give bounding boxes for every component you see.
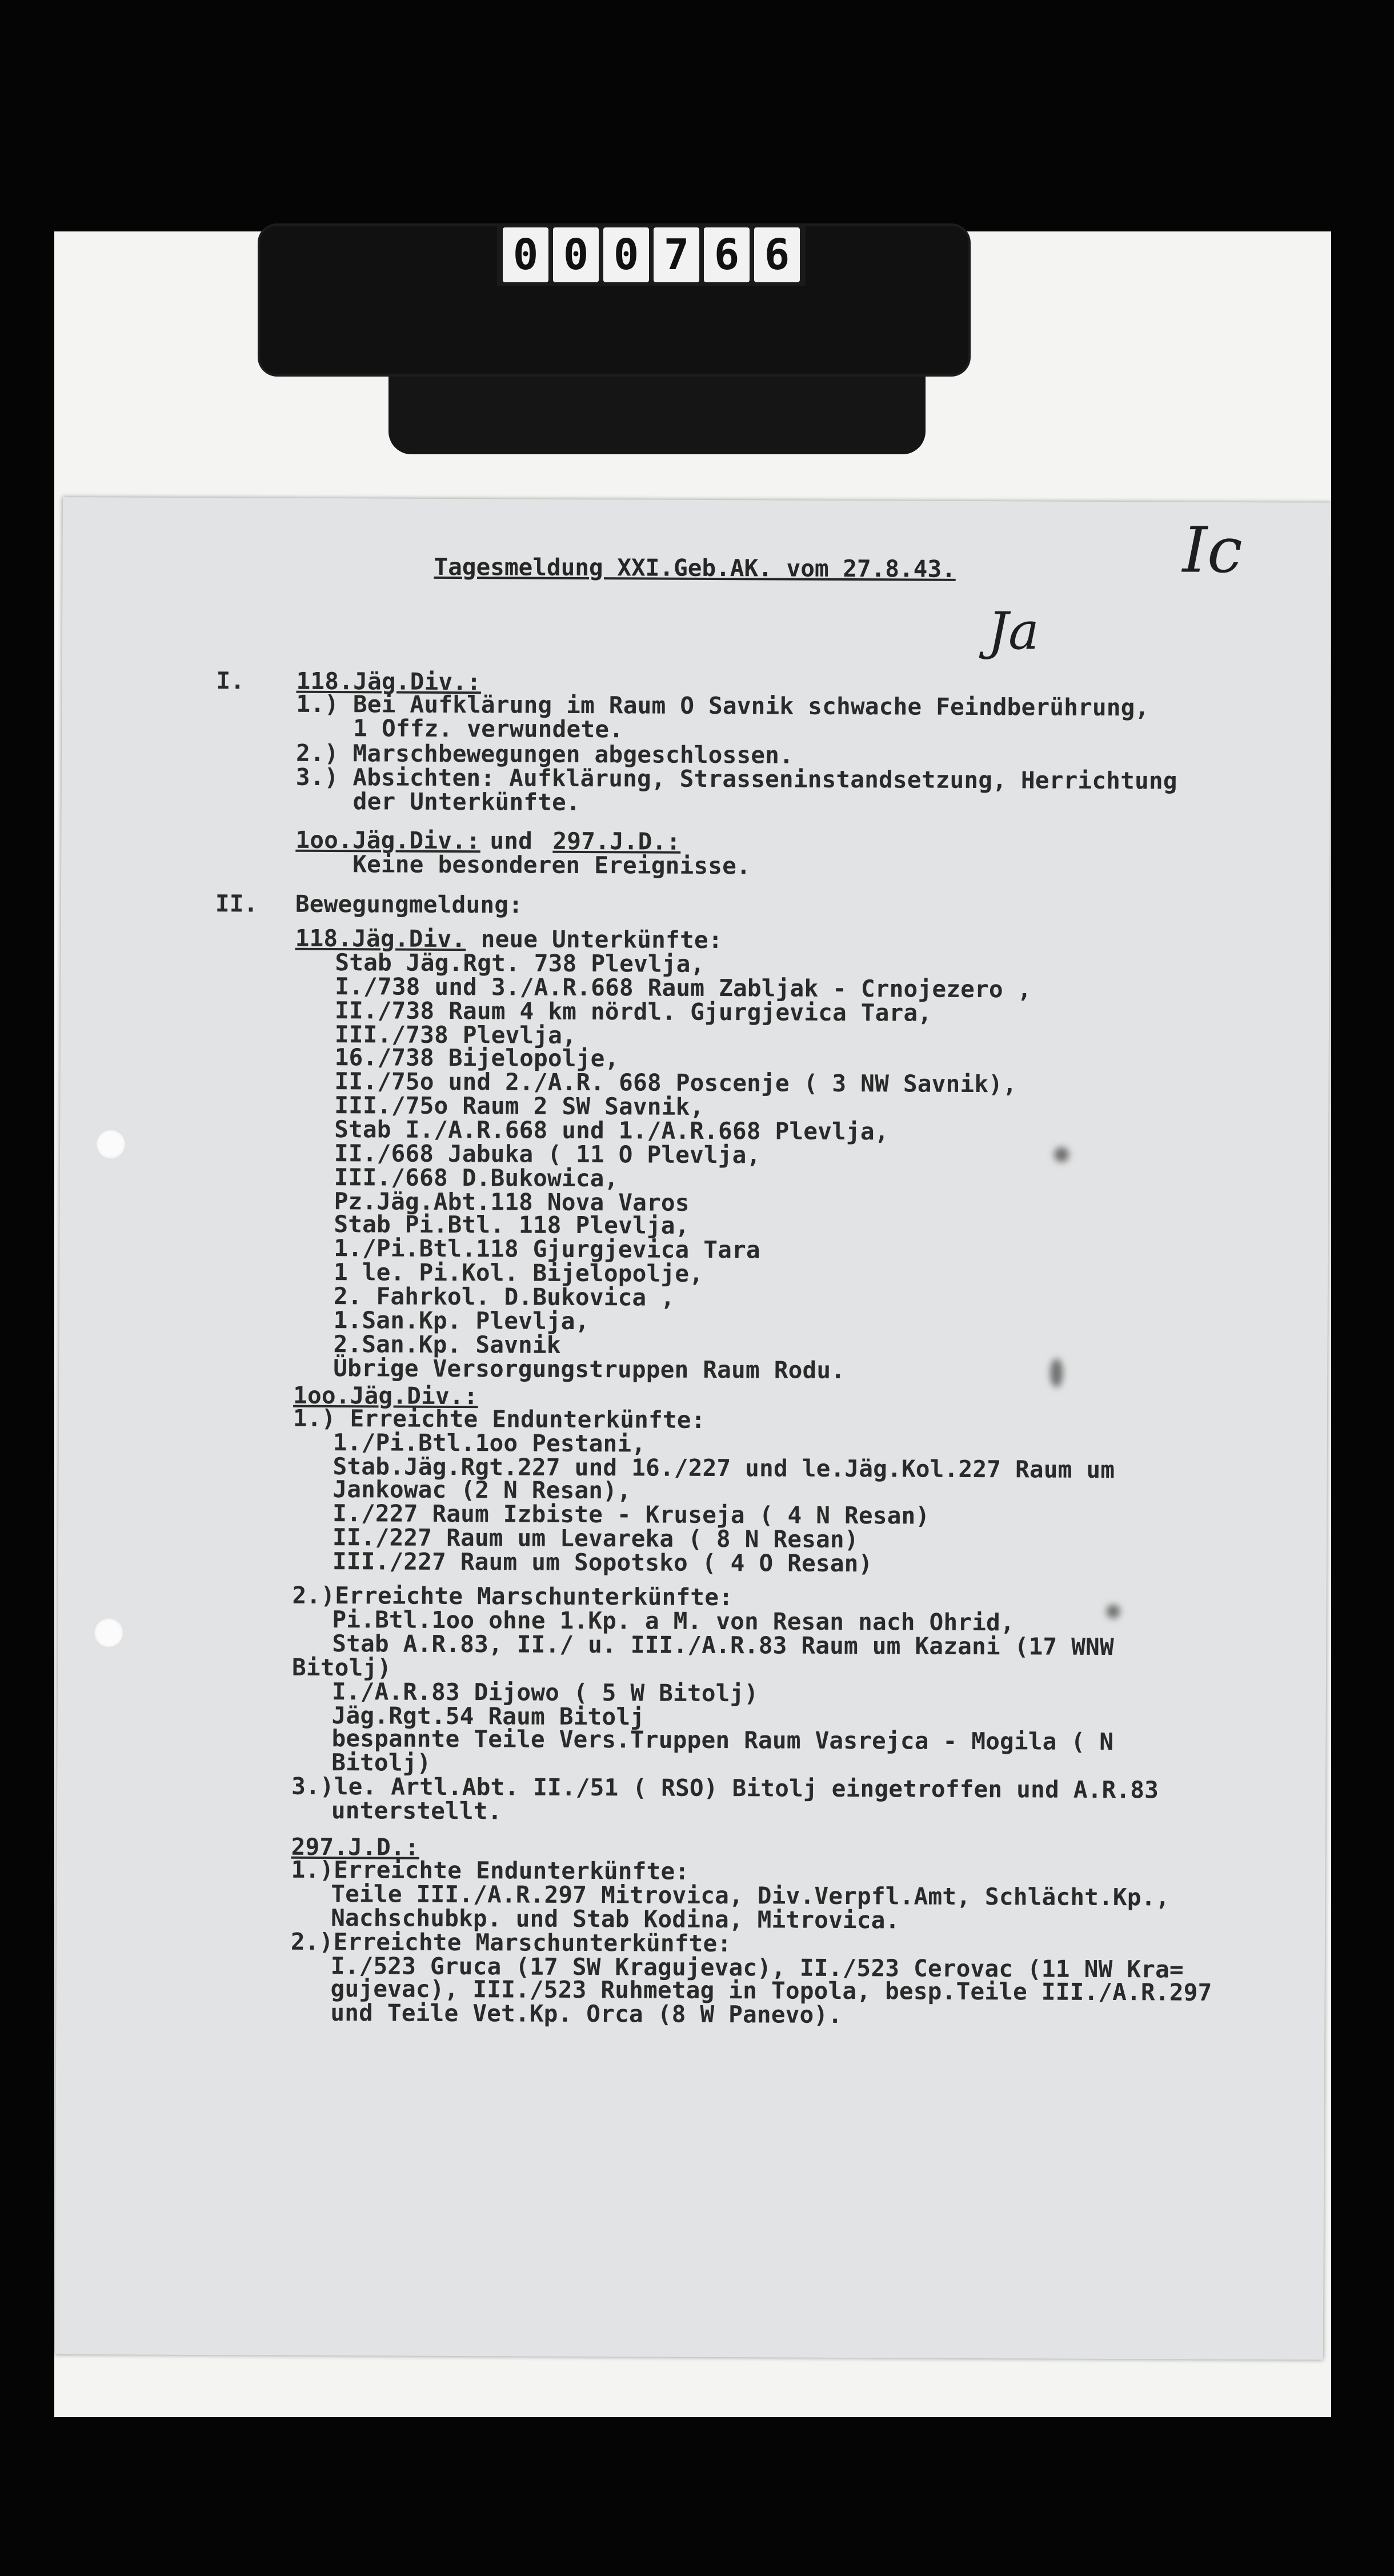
text-line: Keine besonderen Ereignisse. bbox=[352, 850, 751, 880]
text-line: III./668 D.Bukowica, bbox=[334, 1163, 619, 1193]
text-line: Teile III./A.R.297 Mitrovica, Div.Verpfl.Amt, Schlächt.Kp., bbox=[331, 1880, 1170, 1911]
text-line: III./227 Raum um Sopotsko ( 4 O Resan) bbox=[332, 1547, 873, 1578]
ink-smudge bbox=[1054, 1147, 1069, 1162]
document-page bbox=[55, 497, 1331, 2360]
text-line: 2.) Marschbewegungen abgeschlossen. bbox=[295, 739, 794, 769]
text-line: bespannte Teile Vers.Truppen Raum Vasrejca - Mogila ( N bbox=[331, 1725, 1114, 1756]
text-line: gujevac), III./523 Ruhmetag in Topola, besp.Teile III./A.R.297 bbox=[330, 1975, 1212, 2006]
text-line: Stab Pi.Btl. 118 Plevlja, bbox=[334, 1210, 690, 1239]
text-line: II./75o und 2./A.R. 668 Poscenje ( 3 NW Savnik), bbox=[334, 1067, 1018, 1098]
document-title: Tagesmeldung XXI.Geb.AK. vom 27.8.43. bbox=[434, 553, 956, 583]
text-line: 3.)le. Artl.Abt. II./51 ( RSO) Bitolj eingetroffen und A.R.83 bbox=[291, 1772, 1159, 1804]
text-line: 1 Offz. verwundete. bbox=[353, 714, 624, 743]
text-line: unterstellt. bbox=[331, 1797, 502, 1825]
punch-hole bbox=[95, 1129, 126, 1159]
text-line: II. bbox=[215, 890, 258, 918]
text-line: I./A.R.83 Dijowo ( 5 W Bitolj) bbox=[331, 1678, 759, 1707]
counter-digit: 0 bbox=[553, 227, 599, 282]
text-line: Stab A.R.83, II./ u. III./A.R.83 Raum um Kazani (17 WNW bbox=[332, 1630, 1114, 1661]
text-line: Bewegungmeldung: bbox=[295, 890, 523, 919]
punch-hole bbox=[93, 1617, 124, 1648]
text-line: 1./Pi.Btl.118 Gjurgjevica Tara bbox=[334, 1234, 760, 1264]
text-line: Bitolj) bbox=[331, 1749, 431, 1777]
text-line: 118.Jäg.Div.: bbox=[296, 667, 482, 696]
text-line: 1.San.Kp. Plevlja, bbox=[333, 1306, 590, 1335]
text-line: 1.) Erreichte Endunterkünfte: bbox=[293, 1404, 706, 1434]
counter-digit: 6 bbox=[754, 227, 800, 282]
text-line: 1.)Erreichte Endunterkünfte: bbox=[291, 1855, 690, 1885]
text-line: neue Unterkünfte: bbox=[480, 925, 723, 954]
text-line: I./227 Raum Izbiste - Kruseja ( 4 N Resan) bbox=[333, 1499, 930, 1530]
text-line: III./738 Plevlja, bbox=[334, 1021, 577, 1049]
text-line: Pi.Btl.1oo ohne 1.Kp. a M. von Resan nach Ohrid, bbox=[332, 1606, 1015, 1637]
text-line: 2. Fahrkol. D.Bukovica , bbox=[333, 1282, 675, 1311]
text-line: II./668 Jabuka ( 11 O Plevlja, bbox=[334, 1139, 761, 1169]
text-line: 3.) Absichten: Aufklärung, Strasseninstandsetzung, Herrichtung bbox=[295, 763, 1177, 795]
text-line: 297.J.D.: bbox=[291, 1833, 419, 1861]
text-line: Stab Jäg.Rgt. 738 Plevlja, bbox=[335, 949, 705, 978]
text-line: 16./738 Bijelopolje, bbox=[334, 1043, 619, 1073]
text-line: der Unterkünfte. bbox=[352, 787, 580, 816]
text-line: und Teile Vet.Kp. Orca (8 W Panevo). bbox=[330, 1999, 843, 2029]
counter-digit: 0 bbox=[603, 227, 649, 282]
ink-smudge bbox=[1106, 1605, 1120, 1618]
text-line: 1./Pi.Btl.1oo Pestani, bbox=[333, 1429, 646, 1458]
text-line: II./738 Raum 4 km nördl. Gjurgjevica Tara, bbox=[334, 997, 932, 1027]
text-line: 1.) Bei Aufklärung im Raum O Savnik schwache Feindberührung, bbox=[296, 690, 1149, 722]
text-line: Bitolj) bbox=[291, 1653, 392, 1682]
text-line: 297.J.D.: bbox=[552, 827, 681, 855]
text-line: Nachschubkp. und Stab Kodina, Mitrovica. bbox=[331, 1904, 900, 1934]
text-line: Stab I./A.R.668 und 1./A.R.668 Plevlja, bbox=[334, 1115, 889, 1146]
text-line: I. bbox=[216, 667, 245, 695]
text-line: 2.)Erreichte Marschunterkünfte: bbox=[292, 1581, 734, 1611]
text-line: und bbox=[490, 827, 533, 855]
text-line: Jäg.Rgt.54 Raum Bitolj bbox=[331, 1702, 645, 1731]
text-line: III./75o Raum 2 SW Savnik, bbox=[334, 1091, 704, 1121]
text-line: 2.San.Kp. Savnik bbox=[333, 1330, 561, 1359]
classification-mark: Ic bbox=[1182, 513, 1243, 587]
text-line: Übrige Versorgungstruppen Raum Rodu. bbox=[333, 1354, 846, 1384]
text-line: 118.Jäg.Div. bbox=[295, 924, 466, 953]
handwritten-initials: Ja bbox=[987, 601, 1039, 662]
text-line: 2.)Erreichte Marschunterkünfte: bbox=[290, 1927, 732, 1958]
text-line: Pz.Jäg.Abt.118 Nova Varos bbox=[334, 1187, 690, 1217]
text-line: Jankowac (2 N Resan), bbox=[333, 1475, 632, 1505]
text-line: I./523 Gruca (17 SW Kragujevac), II./523 Cerovac (11 NW Kra= bbox=[330, 1952, 1184, 1983]
text-line: 1oo.Jäg.Div.: bbox=[295, 826, 480, 855]
text-line: 1 le. Pi.Kol. Bijelopolje, bbox=[333, 1258, 704, 1287]
text-line: 1oo.Jäg.Div.: bbox=[293, 1381, 478, 1410]
counter-digit: 0 bbox=[503, 227, 548, 282]
ink-smudge bbox=[1050, 1359, 1063, 1387]
counter-digit: 7 bbox=[654, 227, 699, 282]
text-line: II./227 Raum um Levareka ( 8 N Resan) bbox=[332, 1523, 859, 1554]
text-line: Stab.Jäg.Rgt.227 und 16./227 und le.Jäg.Kol.227 Raum um bbox=[333, 1453, 1115, 1484]
text-line: I./738 und 3./A.R.668 Raum Zabljak - Crnojezero , bbox=[335, 973, 1032, 1003]
frame-counter bbox=[497, 224, 806, 286]
counter-digit: 6 bbox=[704, 227, 750, 282]
